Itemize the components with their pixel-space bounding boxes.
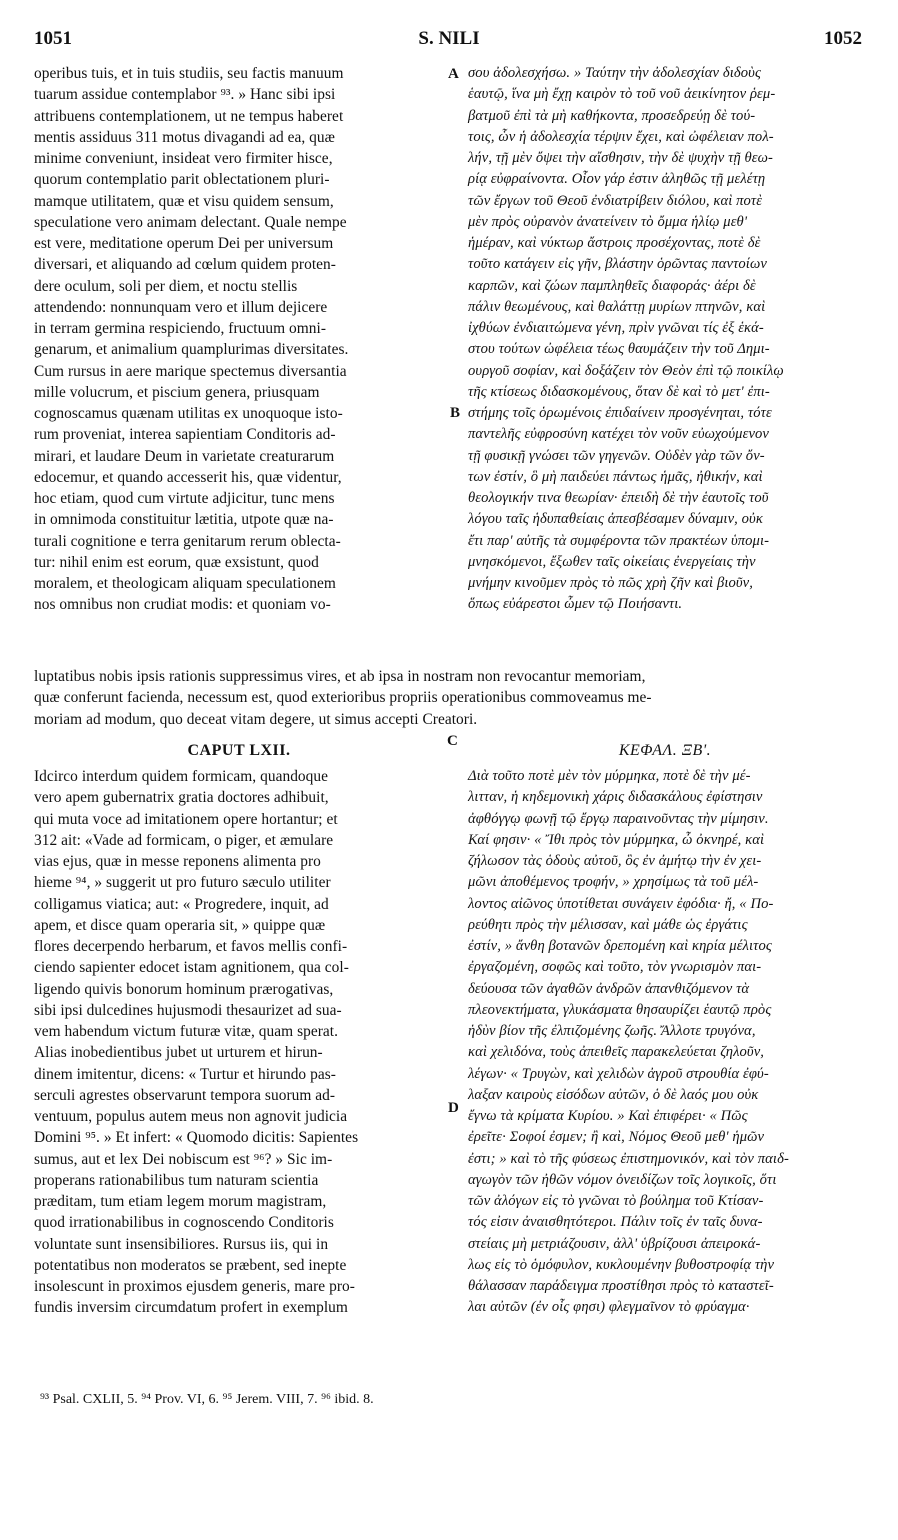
text-line: ἑαυτῷ, ἵνα μὴ ἔχῃ καιρὸν τὸ τοῦ νοῦ ἀεικίνητον ῥεμ- [468,86,776,103]
text-line: dere oculum, soli per diem, et noctu stellis [34,277,298,295]
text-line: τῆς κτίσεως διδασκομένους, ὅταν δὲ καὶ τὸ μετ' ἐπι- [468,383,770,400]
text-line: ὅπως εὐάρεστοι ὦμεν τῷ Ποιήσαντι. [468,596,683,613]
text-line: hieme ⁹⁴, » suggerit ut pro futuro sæculo utiliter [34,874,331,892]
marker-d: D [448,1100,459,1116]
text-line: properans rationabilibus tum naturam scientia [34,1171,319,1189]
text-line: operibus tuis, et in tuis studiis, seu factis manuum [34,65,344,82]
text-line: Domini ⁹⁵. » Et infert: « Quomodo dicitis: Sapientes [34,1129,359,1147]
text-line: quorum contemplatio parit oblectationem pluri- [34,171,330,189]
text-line: πλεονεκτήματα, γλυκάσματα θησαυρίζει ἑαυτῷ πρὸς [468,1001,772,1018]
text-line: λόγου ταῖς ἡδυπαθείαις ἀπεσβέσαμεν δύναμιν, οὐκ [468,511,763,528]
text-line: μνήμην κινοῦμεν πρὸς τὸ πῶς χρὴ ζῆν καὶ βιοῦν, [468,575,754,591]
text-line: speculatione vero animam delectant. Quale nempe [34,213,347,231]
text-line: αγωγὸν τῶν ἠθῶν νόμον ὀνειδίζων τοῖς λογικοῖς, ὅτι [468,1171,777,1188]
text-line: στήμης τοῖς ὁρωμένοις ἐπιδαίνειν προσγένηται, τότε [468,405,772,421]
text-line: hoc etiam, quod cum virtute adjicitur, tunc mens [34,490,335,507]
running-title: S. NILI [418,28,480,49]
text-line: λαι αὐτῶν (ἐν οἷς φησι) φλεγμαῖνον τὸ φρύαγμα· [468,1299,750,1316]
text-line: rum proveniat, interea sapientiam Conditoris ad- [34,426,336,444]
text-line: τοις, ὧν ἡ ἀδολεσχία τέρψιν ἔχει, καὶ ὠφέλειαν πολ- [468,128,774,145]
text-line: est vere, meditatione operum Dei per universum [34,235,334,252]
upper-latin-column [34,63,444,616]
text-line: ζήλωσον τὰς ὁδοὺς αὐτοῦ, ὃς ἐν ἀμήτῳ τὴν ἐν χει- [468,853,762,869]
text-line: καρπῶν, καὶ ζώων παμπληθεῖς διαφοράς· ἀέρι δὲ [468,277,756,294]
text-line: nos omnibus non crudiat modis: et quoniam vo- [34,596,331,614]
text-line: vem habendum victum futuræ vitæ, quam sperat. [34,1023,339,1040]
text-line: μὲν πρὸς οὐρανὸν ἀνατείνειν τὸ ὄμμα ἡλίῳ μεθ' [468,213,748,230]
text-line: στου τούτων ὠφέλεια τέως θαυμάζειν τὴν τοῦ Δημι- [468,341,770,358]
lower-latin-column [34,766,444,1319]
lower-greek-column [468,766,870,1319]
text-line: mille volucrum, et piscium genera, priusquam [34,383,320,401]
text-line: ρίᾳ εὐφραίνοντα. Οἷον γάρ ἐστιν ἀληθῶς τῇ μελέτῃ [468,171,766,188]
marker-b: B [450,405,461,421]
text-line: ἡδὺν βίον τῆς ἐλπιζομένης ζωῆς. Ἄλλοτε τρυγόνα, [468,1023,756,1039]
full-width-paragraph [34,666,870,730]
text-line: minime conveniunt, insideat vero firmiter hisce, [34,150,333,167]
text-line: τός εἰσιν ἀναισθητότεροι. Πάλιν τοῖς ἐν ταῖς δυνα- [468,1214,763,1231]
text-line: στείαις μὴ μετριάζουσιν, ἀλλ' ὑβρίζουσι ἀπειροκά- [468,1235,761,1252]
text-line: λήν, τῇ μὲν ὄψει τὴν αἴσθησιν, τὴν δὲ ψυχὴν τῇ θεω- [468,150,774,166]
text-line: mentis assiduus 311 motus divagandi ad ea, quæ [34,128,335,146]
text-line: sibi ipsi dulcedines hujusmodi thesaurizet ad sua- [34,1001,342,1019]
text-line: ἐστίν, » ἄνθη βοτανῶν δρεπομένη καὶ κηρία μέλιτος [468,938,772,954]
text-line: dinem imitentur, dicens: « Turtur et hirundo pas- [34,1065,336,1083]
left-page-number: 1051 [34,28,72,49]
text-line: ciendo sapienter edocet istam agnitionem, qua col- [34,959,349,977]
text-line: turali cognitione e terra genitarum rerum oblecta- [34,532,341,550]
text-line: τοῦτο κατάγειν εἰς γῆν, βλάστην ὁρῶντας παντοίων [468,256,767,273]
text-line: genarum, et animalium quamplurimas diversitates. [34,341,349,359]
text-line: ἐστι; » καὶ τὸ τῆς φύσεως ἐπιστημονικόν, καὶ τὸν παιδ- [468,1150,789,1167]
text-line: tur: nihil enim est eorum, quæ exsistunt, quod [34,553,319,571]
text-line: fundis inversim circumdatum profert in exemplum [34,1299,348,1317]
text-line: πάλιν θεωμένους, καὶ θαλάττῃ μυρίων πτηνῶν, καὶ [468,298,766,315]
text-line: θάλασσαν παράδειγμα προστίθησι πρὸς τὸ καταστεῖ- [468,1278,774,1294]
text-line: ligendo quivis bonorum hominum prærogativas, [34,980,334,998]
text-line: moriam ad modum, quo deceat vitam degere, ut simus accepti Creatori. [34,710,478,728]
text-line: vero apem gubernatrix gratia doctores adhibuit, [34,789,329,807]
text-line: καὶ χελιδόνα, τοὺς ἀπειθεῖς παρακελεύεται ζηλοῦν, [468,1044,765,1061]
text-line: βατμοῦ ἐπὶ τὰ μὴ καθήκοντα, προσεδρεύῃ δὲ τού- [468,107,756,124]
text-line: luptatibus nobis ipsis rationis suppressimus vires, et ab ipsa in nostram non revocantur memoriam, [34,668,646,685]
footnotes: ⁹³ Psal. CXLII, 5. ⁹⁴ Prov. VI, 6. ⁹⁵ Jerem. VIII, 7. ⁹⁶ ibid. 8. [40,1392,374,1407]
text-line: ἔτι παρ' αὐτῆς τὰ συμφέροντα τῶν πρακτέων ὑπομι- [468,532,770,549]
text-line: 312 ait: «Vade ad formicam, o piger, et æmulare [34,831,334,849]
text-line: flores decerpendo herbarum, et favos mellis confi- [34,938,348,955]
text-line: quæ conferunt facienda, necessum est, quod exterioribus propriis operationibus commoveamus me- [34,689,652,707]
text-line: voluntate sunt insensibiliores. Rursus iis, qui in [34,1235,329,1253]
text-line: Καί φησιν· « Ἴθι πρὸς τὸν μύρμηκα, ὦ ὀκνηρέ, καὶ [468,831,765,848]
upper-greek-column [468,63,870,616]
text-line: Διὰ τοῦτο ποτὲ μὲν τὸν μύρμηκα, ποτὲ δὲ τὴν μέ- [468,768,751,784]
right-page-number: 1052 [824,28,862,49]
text-line: ἰχθύων ἐνδιαιτώμενα γένη, πρὶν γνῶναι τίς ἐξ ἑκά- [468,320,764,336]
text-line: θεολογικήν τινα θεωρίαν· ἐπειδὴ δὲ τὴν ἑαυτοῖς τοῦ [468,490,769,506]
text-line: attendendo: nonnunquam vero et illum dejicere [34,298,328,316]
text-line: mirari, et laudare Deum in varietate creaturarum [34,447,335,465]
text-line: λιτταν, ἡ κηδεμονικὴ χάρις διδασκάλους ἐφίστησιν [468,789,763,806]
text-line: apem, et disce quam operaria sit, » quippe quæ [34,916,326,934]
text-line: τῶν ἔργων τοῦ Θεοῦ ἐνδιατρίβειν διόλου, καὶ ποτὲ [468,192,763,209]
text-line: ἡμέραν, καὶ νύκτωρ ἄστροις προσέχοντας, ποτὲ δὲ [468,235,761,251]
text-line: diversari, et aliquando ad cœlum quidem proten- [34,256,336,274]
marker-c: C [447,733,458,749]
text-line: δεύουσα τῶν ἀγαθῶν ἀνδρῶν ἀπανθιζόμενον τὰ [468,980,750,997]
text-line: quod irrationabilibus in cognoscendo Conditoris [34,1214,334,1232]
chapter-heading-latin: CAPUT LXII. [187,742,291,759]
text-line: sumus, aut et lex Dei nobiscum est ⁹⁶? » Sic im- [34,1150,333,1168]
text-line: ἐρεῖτε· Σοφοί ἐσμεν; ἢ καὶ, Νόμος Θεοῦ μεθ' ἡμῶν [468,1129,765,1146]
text-line: ventuum, populus autem meus non agnovit judicia [34,1108,348,1125]
text-line: moralem, et theologicam aliquam speculationem [34,575,336,592]
text-line: in omnimoda constituitur lætitia, utpote quæ na- [34,511,334,529]
text-line: ἔγνω τὰ κρίματα Κυρίου. » Καὶ ἐπιφέρει· « Πῶς [468,1108,748,1124]
text-line: potentatibus non moderatos se præbent, sed inepte [34,1256,347,1274]
text-line: ουργοῦ σοφίαν, καὶ δοξάζειν τὸν Θεὸν ἐπὶ τῷ ποικίλῳ [468,362,784,379]
text-line: cognoscamus quænam utilitas ex unoquoque isto- [34,405,343,422]
text-line: Cum rursus in aere marique spectemus diversantia [34,362,347,380]
text-line: attribuens contemplationem, ut ne tempus haberet [34,107,344,125]
text-line: ρεύθητι πρὸς τὴν μέλισσαν, καὶ μάθε ὡς ἐργάτις [468,916,748,933]
text-line: serculi agrestes observarunt tempora suorum ad- [34,1086,336,1104]
text-line: qui muta voce ad imitationem opere hortantur; et [34,810,338,828]
text-line: mamque utilitatem, quæ et visu quidem sensum, [34,192,334,210]
text-line: Alias inobedientibus jubet ut urturem et hirun- [34,1044,323,1062]
text-line: ἐργαζομένη, σοφῶς καὶ τοῦτο, τὸν γνωρισμὸν παι- [468,959,762,976]
text-line: σου ἀδολεσχήσω. » Ταύτην τὴν ἀδολεσχίαν διδοὺς [468,65,761,81]
text-line: in terram germina respiciendo, fructuum omni- [34,320,327,337]
text-line: colligamus viatica; aut: « Progredere, inquit, ad [34,895,329,913]
text-line: μνησκόμενοι, ἔξωθεν ταῖς οἰκείαις ἐνεργείαις τὴν [468,553,756,570]
text-line: παντελῆς εὐφροσύνη κατέχει τὸν νοῦν εὐωχούμενον [468,426,769,443]
text-line: præditam, tum etiam legem morum magistram, [34,1193,327,1210]
text-line: τῇ φυσικῇ γνώσει τῶν γηγενῶν. Οὐδὲν γὰρ τῶν ὄν- [468,447,765,464]
text-line: edocemur, et quando accesserit his, quæ videntur, [34,468,342,486]
text-line: tuarum assidue contemplabor ⁹³. » Hanc sibi ipsi [34,86,336,104]
text-line: ἀφθόγγῳ φωνῇ τῷ ἔργῳ παραινοῦντας τὴν μίμησιν. [468,810,769,827]
text-line: των ἐστίν, ὃ μὴ παιδεύει πάντως ἡμᾶς, ἠθικήν, καὶ [468,468,763,485]
text-line: τῶν ἀλόγων εἰς τὸ γνῶναι τὸ βούλημα τοῦ Κτίσαν- [468,1193,764,1209]
text-line: λοντος αἰῶνος ὑποτίθεται συνάγειν ἐφόδια· ἤ, « Πο- [468,895,774,912]
text-line: insolescunt in proximos ejusdem generis, mare pro- [34,1278,355,1295]
text-line: λως εἰς τὸ ὁμόφυλον, κυκλουμένην βυθοστροφίᾳ τὴν [468,1256,775,1273]
chapter-heading-greek: ΚΕΦΑΛ. ΞΒ'. [618,742,712,759]
marker-a: A [448,66,459,82]
text-line: λαξαν καιροὺς εἰσόδων αὐτῶν, ὁ δὲ λαός μου οὐκ [468,1086,759,1103]
text-line: μῶνι ἀποθέμενος τροφήν, » χρησίμως τὰ τοῦ μέλ- [468,874,759,891]
text-line: vias ejus, quæ in messe reponens alimenta pro [34,853,321,870]
text-line: λέγων· « Τρυγὼν, καὶ χελιδὼν ἀγροῦ στρουθία ἐφύ- [468,1065,769,1082]
text-line: Idcirco interdum quidem formicam, quandoque [34,768,329,785]
